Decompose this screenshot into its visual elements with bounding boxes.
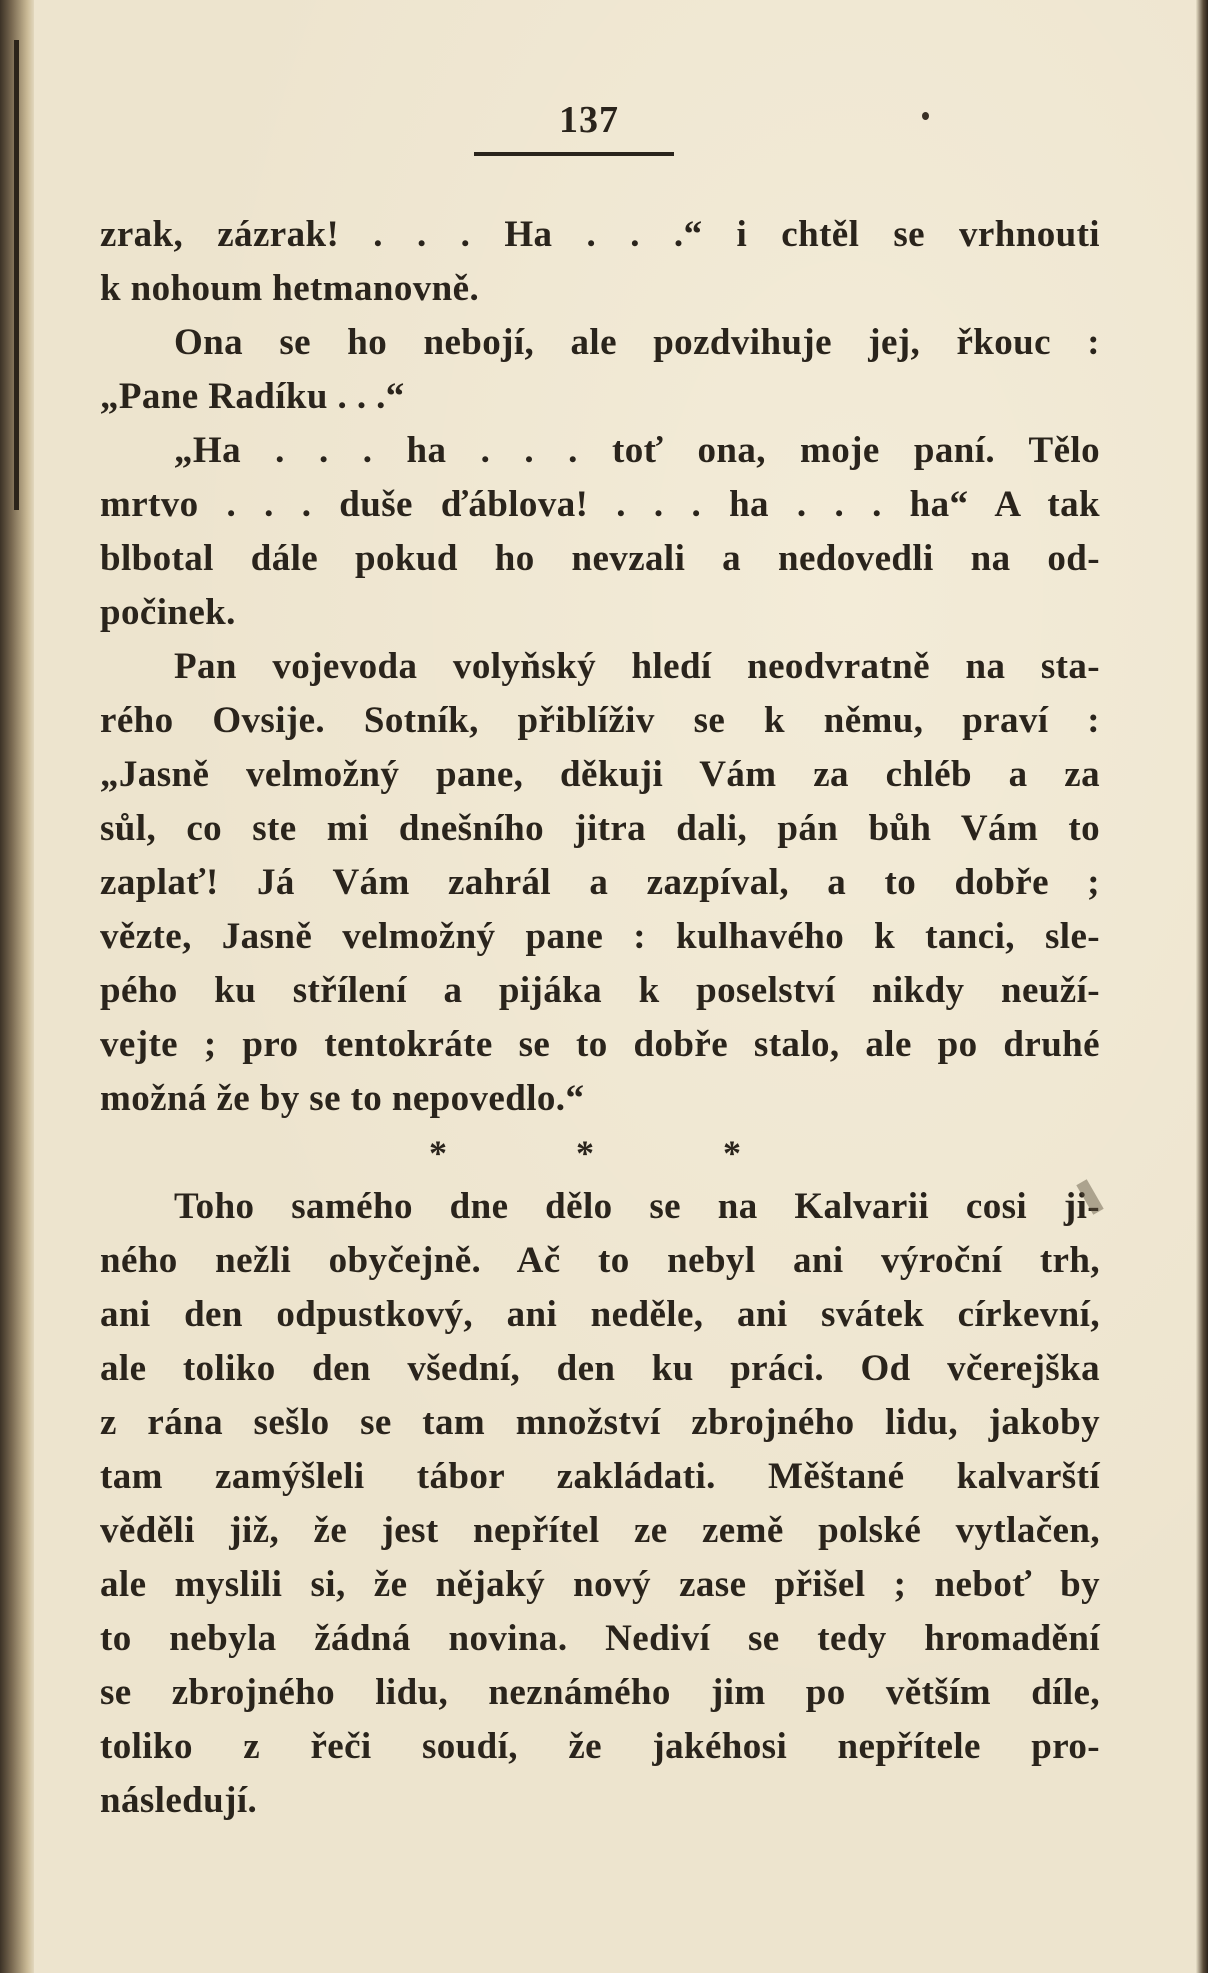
text-line: vejte ; pro tentokráte se to dobře stalo, ale po druhé: [100, 1024, 1100, 1065]
text-line: ale toliko den všední, den ku práci. Od včerejška: [100, 1348, 1100, 1389]
text-line: ani den odpustkový, ani neděle, ani svátek církevní,: [100, 1294, 1100, 1335]
text-line: věděli již, že jest nepřítel ze země polské vytlačen,: [100, 1510, 1100, 1551]
text-line: to nebyla žádná novina. Nediví se tedy hromadění: [100, 1618, 1100, 1659]
text-line: „Pane Radíku . . .“: [100, 376, 405, 417]
text-line: ného nežli obyčejně. Ač to nebyl ani výroční trh,: [100, 1240, 1100, 1281]
page-number-rule: [474, 152, 674, 156]
text-line: „Ha . . . ha . . . toť ona, moje paní. Tělo: [174, 430, 1100, 471]
text-line: k nohoum hetmanovně.: [100, 268, 480, 309]
page-number: 137: [559, 99, 619, 141]
binding-thread: [14, 40, 19, 510]
text-line: tam zamýšleli tábor zakládati. Měštané kalvarští: [100, 1456, 1100, 1497]
text-line: ale myslili si, že nějaký nový zase přišel ; neboť by: [100, 1564, 1100, 1605]
book-spine: [0, 0, 34, 1973]
text-line: z rána sešlo se tam množství zbrojného lidu, jakoby: [100, 1402, 1100, 1443]
text-line: rého Ovsije. Sotník, přiblíživ se k němu, praví :: [100, 700, 1100, 741]
text-line: Toho samého dne dělo se na Kalvarii cosi ji-: [174, 1186, 1100, 1227]
text-line: mrtvo . . . duše ďáblova! . . . ha . . . ha“ A tak: [100, 484, 1100, 525]
text-line: zaplať! Já Vám zahrál a zazpíval, a to dobře ;: [100, 862, 1100, 903]
page-edge: [1196, 0, 1208, 1973]
text-line: toliko z řeči soudí, že jakéhosi nepřítele pro-: [100, 1726, 1100, 1767]
text-line: zrak, zázrak! . . . Ha . . .“ i chtěl se vrhnouti: [100, 214, 1100, 255]
text-line: vězte, Jasně velmožný pane : kulhavého k tanci, sle-: [100, 916, 1100, 957]
page-text: [100, 208, 1100, 1828]
text-line: Ona se ho nebojí, ale pozdvihuje jej, řkouc :: [174, 322, 1100, 363]
text-line: sůl, co ste mi dnešního jitra dali, pán bůh Vám to: [100, 808, 1100, 849]
text-line: blbotal dále pokud ho nevzali a nedovedli na od-: [100, 538, 1100, 579]
text-line: pého ku střílení a pijáka k poselství nikdy neuží-: [100, 970, 1100, 1011]
text-line: se zbrojného lidu, neznámého jim po větším díle,: [100, 1672, 1100, 1713]
ink-dot: [922, 112, 929, 120]
text-line: možná že by se to nepovedlo.“: [100, 1078, 585, 1119]
section-separator: * * *: [429, 1133, 801, 1173]
text-line: „Jasně velmožný pane, děkuji Vám za chléb a za: [100, 754, 1100, 795]
text-line: počinek.: [100, 592, 236, 633]
book-page: [34, 0, 1196, 1973]
text-line: následují.: [100, 1780, 258, 1821]
text-line: Pan vojevoda volyňský hledí neodvratně na sta-: [174, 646, 1100, 687]
